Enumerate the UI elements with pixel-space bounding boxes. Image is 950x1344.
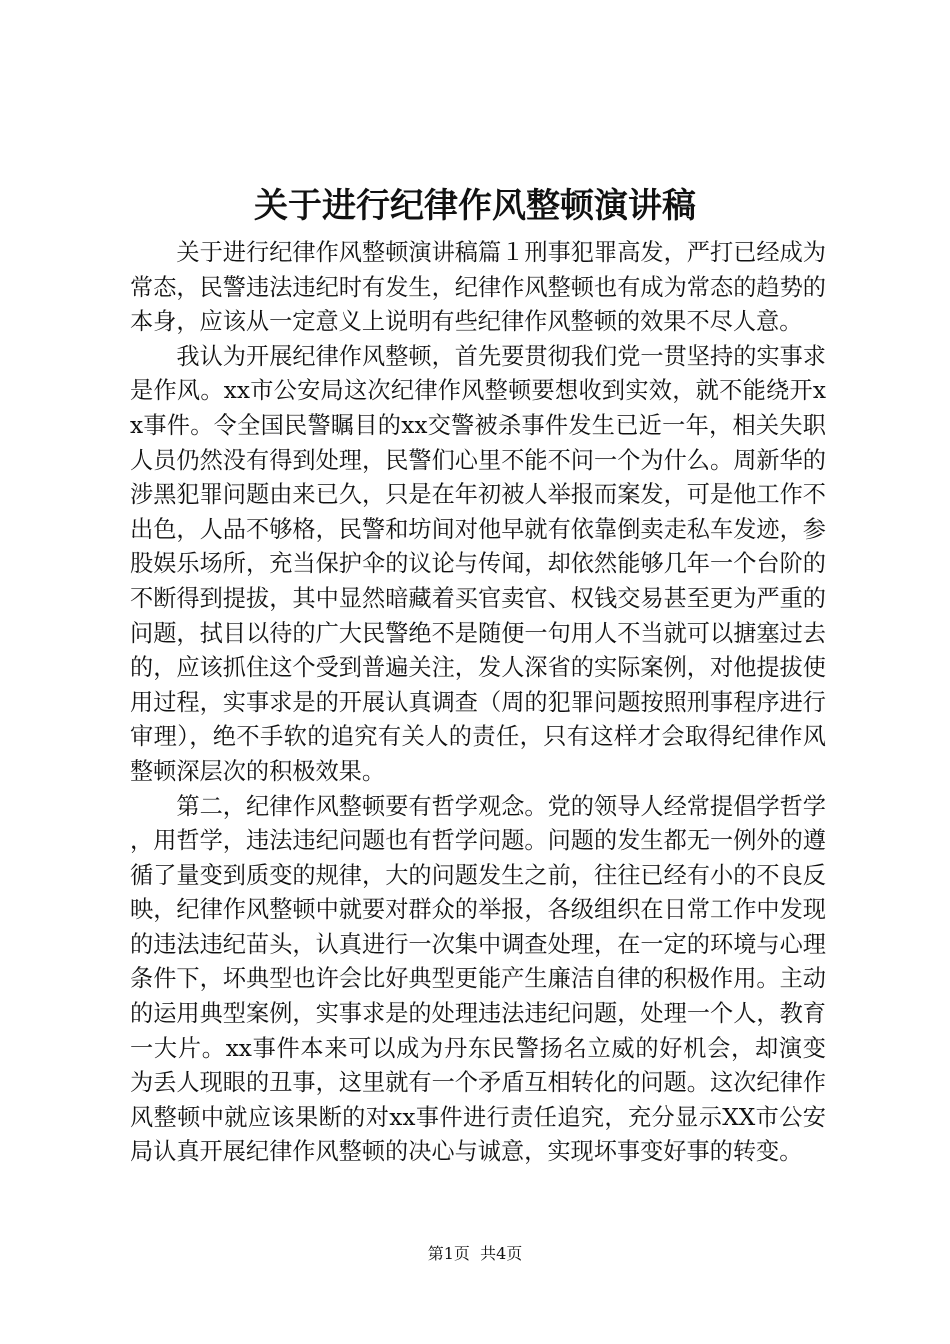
page-number-footer: 第1页 共4页 bbox=[427, 1244, 523, 1263]
paragraph-3: 第二，纪律作风整顿要有哲学观念。党的领导人经常提倡学哲学，用哲学，违法违纪问题也有哲学问题。问题的发生都无一例外的遵循了量变到质变的规律，大的问题发生之前，往往已经有小的不良反映，纪律作风整顿中就要对群众的举报，各级组织在日常工作中发现的违法违纪苗头，认真进行一次集中调查处理，在一定的环境与心理条件下，坏典型也许会比好典型更能产生廉洁自律的积极作用。主动的运用典型案例，实事求是的处理违法违纪问题，处理一个人，教育一大片。xx事件本来可以成为丹东民警扬名立威的好机会，却演变为丢人现眼的丑事，这里就有一个矛盾互相转化的问题。这次纪律作风整顿中就应该果断的对xx事件进行责任追究，充分显示XX市公安局认真开展纪律作风整顿的决心与诚意，实现坏事变好事的转变。 bbox=[130, 792, 826, 1166]
document-title: 关于进行纪律作风整顿演讲稿 bbox=[254, 186, 696, 226]
document-body bbox=[130, 236, 826, 1170]
paragraph-1: 关于进行纪律作风整顿演讲稿篇１刑事犯罪高发，严打已经成为常态，民警违法违纪时有发生，纪律作风整顿也有成为常态的趋势的本身，应该从一定意义上说明有些纪律作风整顿的效果不尽人意。 bbox=[130, 239, 826, 336]
paragraph-2: 我认为开展纪律作风整顿，首先要贯彻我们党一贯坚持的实事求是作风。xx市公安局这次纪律作风整顿要想收到实效，就不能绕开xx事件。令全国民警瞩目的xx交警被杀事件发生已近一年，相关失职人员仍然没有得到处理，民警们心里不能不问一个为什么。周新华的涉黑犯罪问题由来已久，只是在年初被人举报而案发，可是他工作不出色，人品不够格，民警和坊间对他早就有依靠倒卖走私车发迹，参股娱乐场所，充当保护伞的议论与传闻，却依然能够几年一个台阶的不断得到提拔，其中显然暗藏着买官卖官、权钱交易甚至更为严重的问题，拭目以待的广大民警绝不是随便一句用人不当就可以搪塞过去的，应该抓住这个受到普遍关注，发人深省的实际案例，对他提拔使用过程，实事求是的开展认真调查（周的犯罪问题按照刑事程序进行审理），绝不手软的追究有关人的责任，只有这样才会取得纪律作风整顿深层次的积极效果。 bbox=[130, 342, 826, 785]
